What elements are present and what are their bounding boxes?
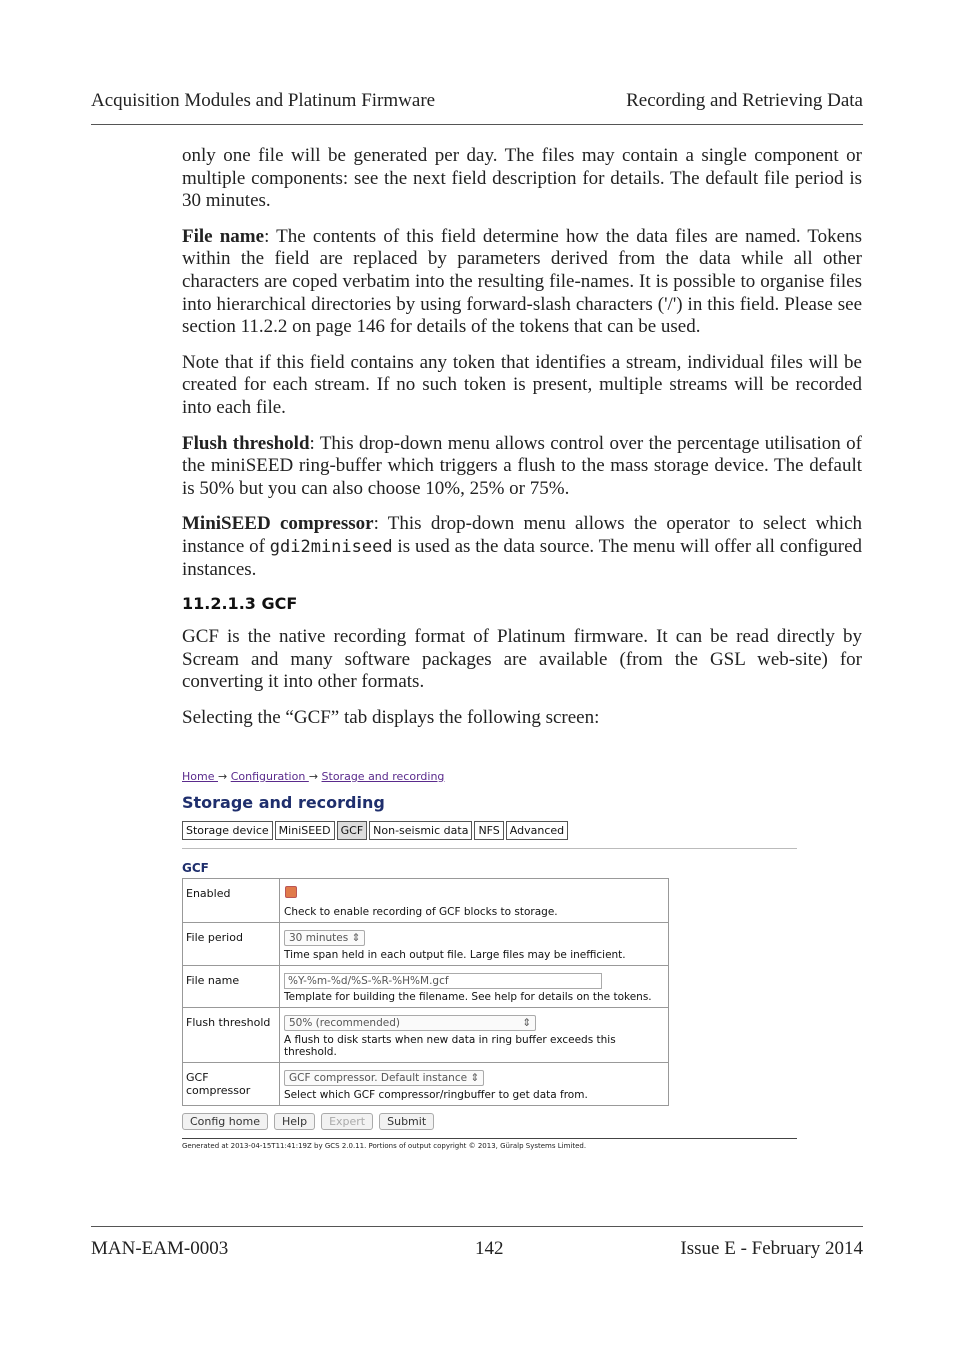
hint-enabled: Check to enable recording of GCF blocks to storage. [284, 906, 558, 918]
value-file-name [280, 966, 669, 1008]
subheading-gcf: 11.2.1.3 GCF [182, 594, 298, 614]
file-period-select[interactable]: 30 minutes ⇕ [284, 930, 365, 946]
table-row [183, 879, 669, 923]
tab-non-seismic-data[interactable]: Non-seismic data [369, 821, 472, 840]
embedded-screenshot [182, 770, 797, 1150]
divider [182, 848, 797, 849]
value-gcf-compressor [280, 1063, 669, 1106]
page-title: Storage and recording [182, 793, 385, 812]
page-footer [91, 1226, 863, 1259]
body-text [182, 145, 862, 742]
enabled-checkbox[interactable] [285, 886, 297, 898]
paragraph-flush [182, 433, 862, 501]
value-flush-threshold [280, 1008, 669, 1063]
flush-threshold-value: 50% (recommended) [289, 1017, 400, 1029]
value-file-period [280, 923, 669, 966]
paragraph-stream-note: Note that if this field contains any token that identifies a stream, individual files will be created for each stream. If no such token is present, multiple streams will be recorded into each file. [182, 351, 862, 418]
footer-divider [182, 1138, 797, 1139]
table-row [183, 1063, 669, 1106]
paragraph-gcf: GCF is the native recording format of Platinum firmware. It can be read directly by Scream and many software packages are available (from the GSL web-site) for converting it into other formats. [182, 626, 862, 693]
label-file-name: File name [183, 966, 280, 1008]
button-row [182, 1113, 797, 1130]
table-row [183, 923, 669, 966]
paragraph-compressor [182, 513, 862, 581]
breadcrumb-arrow-1: → [217, 770, 228, 783]
gcf-compressor-value: GCF compressor. Default instance [289, 1072, 468, 1084]
page-header [91, 90, 863, 125]
tab-advanced[interactable]: Advanced [506, 821, 568, 840]
file-name-input[interactable]: %Y-%m-%d/%S-%R-%H%M.gcf [284, 973, 602, 989]
text-compressor-a: : This drop-down menu allows the operator to select which instance of [182, 513, 863, 557]
help-button[interactable]: Help [274, 1113, 315, 1130]
table-row [183, 1008, 669, 1063]
term-flush-threshold: Flush threshold [182, 432, 310, 454]
breadcrumb-home[interactable]: Home [182, 770, 218, 783]
section-title: GCF [182, 861, 209, 875]
label-gcf-compressor: GCF compressor [183, 1063, 280, 1106]
breadcrumb [182, 770, 797, 783]
header-left: Acquisition Modules and Platinum Firmware [91, 90, 436, 111]
paragraph-selecting: Selecting the “GCF” tab displays the following screen: [182, 706, 600, 728]
tab-gcf[interactable]: GCF [337, 821, 368, 840]
footer-doc-id: MAN-EAM-0003 [91, 1238, 229, 1259]
submit-button[interactable]: Submit [379, 1113, 434, 1130]
text-compressor-b: is used as the data source. The menu will offer all configured instances. [182, 535, 862, 580]
breadcrumb-configuration[interactable]: Configuration [230, 770, 309, 783]
breadcrumb-arrow-2: → [308, 770, 319, 783]
flush-threshold-select[interactable]: 50% (recommended) ⇕ [284, 1015, 536, 1031]
label-file-period: File period [183, 923, 280, 966]
label-enabled: Enabled [183, 879, 280, 923]
breadcrumb-current[interactable]: Storage and recording [321, 770, 445, 783]
text-flush: : This drop-down menu allows control over the percentage utilisation of the miniSEED ring-buffer which triggers a flush to the mass storage device. The default is 50% but you can also choose 10%, 25% or 75%. [182, 432, 863, 499]
generated-note: Generated at 2013-04-15T11:41:19Z by GCS 2.0.11. Portions of output copyright © 2013, Güralp Systems Limited. [182, 1142, 587, 1150]
hint-file-name: Template for building the filename. See help for details on the tokens. [284, 991, 652, 1003]
table-row [183, 966, 669, 1008]
header-right: Recording and Retrieving Data [626, 90, 863, 111]
settings-table [182, 878, 669, 1106]
config-home-button[interactable]: Config home [182, 1113, 268, 1130]
paragraph-file-name [182, 226, 862, 339]
file-period-value: 30 minutes [289, 932, 349, 944]
term-miniseed-compressor: MiniSEED compressor [182, 513, 374, 535]
tab-storage-device[interactable]: Storage device [182, 821, 273, 840]
tab-miniseed[interactable]: MiniSEED [275, 821, 335, 840]
hint-file-period: Time span held in each output file. Large files may be inefficient. [284, 949, 626, 961]
value-enabled [280, 879, 669, 923]
tab-nfs[interactable]: NFS [474, 821, 503, 840]
hint-flush-threshold: A flush to disk starts when new data in ring buffer exceeds this threshold. [284, 1034, 616, 1058]
paragraph-1: only one file will be generated per day. The files may contain a single component or multiple components: see the next field description for details. The default file period is 30 minutes. [182, 145, 862, 212]
hint-gcf-compressor: Select which GCF compressor/ringbuffer to get data from. [284, 1089, 588, 1101]
expert-button[interactable]: Expert [321, 1113, 373, 1130]
label-flush-threshold: Flush threshold [183, 1008, 280, 1063]
tab-bar [182, 821, 797, 840]
text-file-name: : The contents of this field determine how the data files are named. Tokens within the field are replaced by parameters derived from the data while all other characters are coped verbatim into the resulting file-names. It is possible to organise files into hierarchical directories by using forward-slash characters ('/') in this field. Please see section 11.2.2 on page 146 for details of the tokens that can be used. [182, 225, 862, 338]
gcf-compressor-select[interactable]: GCF compressor. Default instance ⇕ [284, 1070, 484, 1086]
footer-page-number: 142 [475, 1238, 504, 1259]
term-file-name: File name [182, 225, 265, 247]
footer-issue: Issue E - February 2014 [680, 1238, 863, 1259]
code-gdi2miniseed: gdi2miniseed [269, 536, 393, 557]
